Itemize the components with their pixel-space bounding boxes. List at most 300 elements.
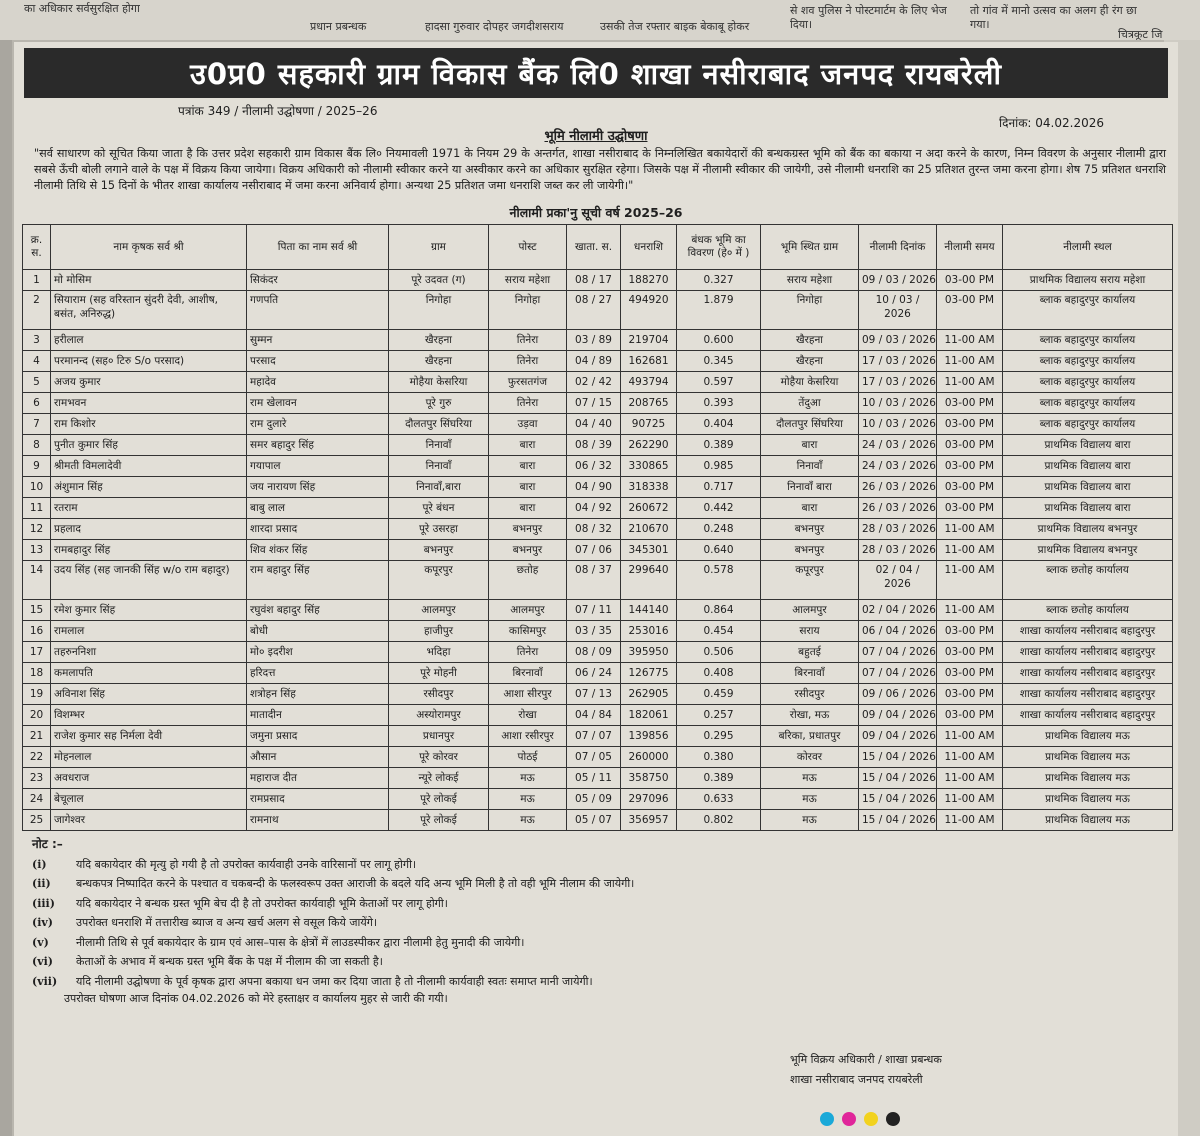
table-cell: शाखा कार्यालय नसीराबाद बहादुरपुर xyxy=(1003,621,1173,642)
table-cell: 03-00 PM xyxy=(937,663,1003,684)
table-cell: 07 / 04 / 2026 xyxy=(859,663,937,684)
note-text: उपरोक्त धनराशि में तत्तारीख ब्याज व अन्य खर्च अलग से वसूल किये जायेंगे। xyxy=(76,916,378,929)
signature-branch: शाखा नसीराबाद जनपद रायबरेली xyxy=(790,1073,923,1086)
table-cell: 13 xyxy=(23,540,51,561)
table-cell: 9 xyxy=(23,456,51,477)
table-cell: 162681 xyxy=(621,351,677,372)
table-cell: प्राथमिक विद्यालय मऊ xyxy=(1003,810,1173,831)
table-cell: 08 / 17 xyxy=(567,270,621,291)
table-cell: जागेश्वर xyxy=(51,810,247,831)
table-cell: परमानन्द (सह० टिरु S/o परसाद) xyxy=(51,351,247,372)
table-cell: प्राथमिक विद्यालय मऊ xyxy=(1003,747,1173,768)
table-cell: रघुवंश बहादुर सिंह xyxy=(247,600,389,621)
notes-list xyxy=(32,855,1178,992)
table-cell: 08 / 09 xyxy=(567,642,621,663)
table-cell: पूरे उदवत (ग) xyxy=(389,270,489,291)
table-cell: हाजीपुर xyxy=(389,621,489,642)
table-cell: 23 xyxy=(23,768,51,789)
table-cell: निगोहा xyxy=(761,291,859,330)
table-row xyxy=(23,621,1173,642)
table-cell: रामप्रसाद xyxy=(247,789,389,810)
table-cell: शाखा कार्यालय नसीराबाद बहादुरपुर xyxy=(1003,705,1173,726)
column-header: नीलामी दिनांक xyxy=(859,225,937,270)
table-cell: 07 / 11 xyxy=(567,600,621,621)
newspaper-fragment: तो गांव में मानो उत्सव का अलग ही रंग छा गया। xyxy=(970,4,1137,31)
notice-date: दिनांक: 04.02.2026 xyxy=(998,116,1104,130)
table-cell: 07 / 15 xyxy=(567,393,621,414)
table-cell: 22 xyxy=(23,747,51,768)
newspaper-fragment: प्रधान प्रबन्धक xyxy=(310,20,367,33)
table-cell: 11-00 AM xyxy=(937,768,1003,789)
note-text: यदि बकायेदार ने बन्धक ग्रस्त भूमि बेच दी है तो उपरोक्त कार्यवाही भूमि केताओं पर लागू होगी। xyxy=(76,896,448,910)
note-item xyxy=(32,855,1178,875)
table-row xyxy=(23,747,1173,768)
table-cell: 03-00 PM xyxy=(937,684,1003,705)
note-text: यदि बकायेदार की मृत्यु हो गयी है तो उपरोक्त कार्यवाही उनके वारिसानों पर लागू होगी। xyxy=(76,857,417,871)
table-header-row xyxy=(23,225,1173,270)
table-cell: खैरहना xyxy=(389,330,489,351)
note-item xyxy=(32,972,1178,992)
table-cell: रामबहादुर सिंह xyxy=(51,540,247,561)
table-cell: खैरहना xyxy=(761,330,859,351)
table-cell: 0.248 xyxy=(677,519,761,540)
table-cell: 0.295 xyxy=(677,726,761,747)
table-cell: औसान xyxy=(247,747,389,768)
table-row xyxy=(23,372,1173,393)
reference-number: पत्रांक 349 / नीलामी उद्घोषणा / 2025–26 xyxy=(178,104,378,118)
table-cell: 03 / 35 xyxy=(567,621,621,642)
table-cell: 11-00 AM xyxy=(937,561,1003,600)
table-cell: 1 xyxy=(23,270,51,291)
table-cell: 0.640 xyxy=(677,540,761,561)
table-cell: राम खेलावन xyxy=(247,393,389,414)
note-text: यदि नीलामी उद्घोषणा के पूर्व कृषक द्वारा अपना बकाया धन जमा कर दिया जाता है तो नीलामी कार्यवाही स्वतः समाप्त मानी जायेगी। xyxy=(76,974,593,988)
notes-section xyxy=(32,835,1178,991)
table-cell: 0.985 xyxy=(677,456,761,477)
table-cell: 08 / 37 xyxy=(567,561,621,600)
table-cell: 17 / 03 / 2026 xyxy=(859,351,937,372)
table-cell: उड़वा xyxy=(489,414,567,435)
table-cell: प्राथमिक विद्यालय बारा xyxy=(1003,498,1173,519)
table-cell: ब्लाक बहादुरपुर कार्यालय xyxy=(1003,372,1173,393)
note-item xyxy=(32,952,1178,972)
table-cell: सियाराम (सह वरिस्तान सुंदरी देवी, आशीष, बसंत, अनिरुद्ध) xyxy=(51,291,247,330)
table-cell: 0.578 xyxy=(677,561,761,600)
table-cell: 09 / 03 / 2026 xyxy=(859,330,937,351)
table-cell: 0.454 xyxy=(677,621,761,642)
table-cell: 0.345 xyxy=(677,351,761,372)
table-cell: 188270 xyxy=(621,270,677,291)
table-cell: 3 xyxy=(23,330,51,351)
table-cell: कपूरपुर xyxy=(761,561,859,600)
notes-heading: नोट :– xyxy=(32,837,63,851)
table-cell: शत्रोहन सिंह xyxy=(247,684,389,705)
table-cell: खैरहना xyxy=(389,351,489,372)
table-cell: मऊ xyxy=(761,768,859,789)
table-cell: प्राथमिक विद्यालय सराय महेशा xyxy=(1003,270,1173,291)
table-cell: 7 xyxy=(23,414,51,435)
table-cell: बारा xyxy=(761,498,859,519)
table-cell: सराय महेशा xyxy=(489,270,567,291)
table-cell: 0.380 xyxy=(677,747,761,768)
table-cell: प्रधानपुर xyxy=(389,726,489,747)
table-cell: दौलतपुर सिंघरिया xyxy=(389,414,489,435)
table-cell: ब्लाक बहादुरपुर कार्यालय xyxy=(1003,351,1173,372)
page-edge-left xyxy=(0,40,12,1136)
table-cell: आशा रसीरपुर xyxy=(489,726,567,747)
table-cell: जमुना प्रसाद xyxy=(247,726,389,747)
table-cell: 08 / 27 xyxy=(567,291,621,330)
table-cell: 0.257 xyxy=(677,705,761,726)
table-row xyxy=(23,726,1173,747)
table-cell: 208765 xyxy=(621,393,677,414)
table-cell: निनावाँ बारा xyxy=(761,477,859,498)
table-cell: 04 / 84 xyxy=(567,705,621,726)
table-cell: प्राथमिक विद्यालय बभनपुर xyxy=(1003,540,1173,561)
table-cell: प्राथमिक विद्यालय बभनपुर xyxy=(1003,519,1173,540)
note-number: (i) xyxy=(32,857,47,871)
table-cell: निनावाँ xyxy=(389,456,489,477)
table-cell: बभनपुर xyxy=(761,519,859,540)
table-cell: आलमपुर xyxy=(489,600,567,621)
table-cell: 11-00 AM xyxy=(937,540,1003,561)
table-row xyxy=(23,414,1173,435)
note-number: (iii) xyxy=(32,896,55,910)
table-cell: 0.389 xyxy=(677,435,761,456)
table-cell: शारदा प्रसाद xyxy=(247,519,389,540)
auction-notice-sheet xyxy=(14,42,1178,1136)
table-cell: रामभवन xyxy=(51,393,247,414)
column-header: नीलामी समय xyxy=(937,225,1003,270)
newspaper-fragment: हादसा गुरुवार दोपहर जगदीशसराय xyxy=(425,20,564,33)
table-cell: 0.393 xyxy=(677,393,761,414)
table-cell: 17 xyxy=(23,642,51,663)
table-row xyxy=(23,477,1173,498)
table-cell: पूरे उसरहा xyxy=(389,519,489,540)
table-row xyxy=(23,789,1173,810)
table-cell: प्राथमिक विद्यालय मऊ xyxy=(1003,726,1173,747)
column-header: ग्राम xyxy=(389,225,489,270)
table-cell: आलमपुर xyxy=(761,600,859,621)
table-cell: बिरनावाँ xyxy=(489,663,567,684)
table-cell: प्राथमिक विद्यालय बारा xyxy=(1003,435,1173,456)
table-cell: 345301 xyxy=(621,540,677,561)
table-cell: बोधी xyxy=(247,621,389,642)
table-cell: तिनेरा xyxy=(489,393,567,414)
table-cell: शाखा कार्यालय नसीराबाद बहादुरपुर xyxy=(1003,642,1173,663)
table-cell: बभनपुर xyxy=(389,540,489,561)
table-cell: 262290 xyxy=(621,435,677,456)
table-row xyxy=(23,498,1173,519)
table-cell: 03-00 PM xyxy=(937,498,1003,519)
table-cell: प्रहलाद xyxy=(51,519,247,540)
table-cell: कपूरपुर xyxy=(389,561,489,600)
table-cell: अंशुमान सिंह xyxy=(51,477,247,498)
note-number: (vii) xyxy=(32,974,58,988)
table-cell: तिनेरा xyxy=(489,642,567,663)
column-header: पोस्ट xyxy=(489,225,567,270)
table-cell: तहरुननिशा xyxy=(51,642,247,663)
note-text: बन्धकपत्र निष्पादित करने के पश्चात व चकबन्दी के फलस्वरूप उक्त आराजी के बदले यदि अन्य भूमि मिली है तो वही भूमि नीलाम की जायेगी। xyxy=(76,877,635,890)
table-cell: बाबु लाल xyxy=(247,498,389,519)
table-cell: 0.864 xyxy=(677,600,761,621)
table-cell: 24 xyxy=(23,789,51,810)
table-cell: ब्लाक बहादुरपुर कार्यालय xyxy=(1003,414,1173,435)
table-cell: 0.408 xyxy=(677,663,761,684)
table-cell: ब्लाक बहादुरपुर कार्यालय xyxy=(1003,330,1173,351)
table-cell: मोहैया केसरिया xyxy=(761,372,859,393)
table-cell: रोखा xyxy=(489,705,567,726)
table-cell: समर बहादुर सिंह xyxy=(247,435,389,456)
table-cell: 03-00 PM xyxy=(937,621,1003,642)
table-row xyxy=(23,810,1173,831)
table-cell: अजय कुमार xyxy=(51,372,247,393)
table-row xyxy=(23,519,1173,540)
table-cell: 10 / 03 / 2026 xyxy=(859,414,937,435)
table-cell: 19 xyxy=(23,684,51,705)
table-cell: 126775 xyxy=(621,663,677,684)
table-cell: 260672 xyxy=(621,498,677,519)
table-cell: 07 / 07 xyxy=(567,726,621,747)
table-cell: 0.404 xyxy=(677,414,761,435)
table-cell: हरीलाल xyxy=(51,330,247,351)
table-cell: 0.597 xyxy=(677,372,761,393)
table-cell: जय नारायण सिंह xyxy=(247,477,389,498)
table-cell: 15 / 04 / 2026 xyxy=(859,768,937,789)
newspaper-fragment: का अधिकार सर्वसुरक्षित होगा xyxy=(24,2,140,15)
table-cell: राम बहादुर सिंह xyxy=(247,561,389,600)
table-cell: ब्लाक बहादुरपुर कार्यालय xyxy=(1003,291,1173,330)
table-cell: 318338 xyxy=(621,477,677,498)
table-cell: 03-00 PM xyxy=(937,435,1003,456)
table-cell: 297096 xyxy=(621,789,677,810)
table-cell: 2 xyxy=(23,291,51,330)
table-cell: 04 / 40 xyxy=(567,414,621,435)
table-cell: बारा xyxy=(489,498,567,519)
table-cell: 26 / 03 / 2026 xyxy=(859,477,937,498)
table-cell: 03-00 PM xyxy=(937,414,1003,435)
table-cell: 03-00 PM xyxy=(937,642,1003,663)
table-cell: 1.879 xyxy=(677,291,761,330)
table-cell: 07 / 05 xyxy=(567,747,621,768)
table-row xyxy=(23,684,1173,705)
column-header: पिता का नाम सर्व श्री xyxy=(247,225,389,270)
table-cell: निनावाँ xyxy=(389,435,489,456)
table-cell: 493794 xyxy=(621,372,677,393)
table-cell: बारा xyxy=(489,477,567,498)
note-text: केताओं के अभाव में बन्धक ग्रस्त भूमि बैंक के पक्ष में नीलाम की जा सकती है। xyxy=(76,955,383,968)
table-cell: मऊ xyxy=(489,789,567,810)
printer-register-marks xyxy=(820,1112,900,1126)
column-header: क्र. स. xyxy=(23,225,51,270)
note-item xyxy=(32,933,1178,953)
table-cell: महादेव xyxy=(247,372,389,393)
table-cell: बभनपुर xyxy=(761,540,859,561)
table-cell: अवधराज xyxy=(51,768,247,789)
table-row xyxy=(23,270,1173,291)
table-cell: अस्योरामपुर xyxy=(389,705,489,726)
table-cell: मोहनलाल xyxy=(51,747,247,768)
table-cell: 15 / 04 / 2026 xyxy=(859,747,937,768)
table-cell: अविनाश सिंह xyxy=(51,684,247,705)
column-header: नीलामी स्थल xyxy=(1003,225,1173,270)
table-cell: 04 / 89 xyxy=(567,351,621,372)
table-cell: 11-00 AM xyxy=(937,789,1003,810)
table-cell: 11-00 AM xyxy=(937,600,1003,621)
table-cell: 0.600 xyxy=(677,330,761,351)
register-dot xyxy=(886,1112,900,1126)
register-dot xyxy=(864,1112,878,1126)
table-cell: निगोहा xyxy=(389,291,489,330)
note-item xyxy=(32,913,1178,933)
table-cell: प्राथमिक विद्यालय बारा xyxy=(1003,477,1173,498)
table-cell: सिकंदर xyxy=(247,270,389,291)
table-cell: तेंदुआ xyxy=(761,393,859,414)
table-cell: 330865 xyxy=(621,456,677,477)
table-cell: 11-00 AM xyxy=(937,810,1003,831)
signature-title: भूमि विक्रय अधिकारी / शाखा प्रबन्धक xyxy=(790,1053,942,1066)
register-dot xyxy=(842,1112,856,1126)
table-cell: छतोह xyxy=(489,561,567,600)
table-cell: 0.389 xyxy=(677,768,761,789)
table-cell: 10 / 03 / 2026 xyxy=(859,291,937,330)
table-cell: 03-00 PM xyxy=(937,270,1003,291)
table-cell: मोहैया केसरिया xyxy=(389,372,489,393)
table-cell: 0.459 xyxy=(677,684,761,705)
table-cell: 6 xyxy=(23,393,51,414)
list-title: नीलामी प्रका'नु सूची वर्ष 2025–26 xyxy=(509,205,683,220)
table-cell: 09 / 03 / 2026 xyxy=(859,270,937,291)
table-cell: 21 xyxy=(23,726,51,747)
table-cell: मातादीन xyxy=(247,705,389,726)
table-cell: 07 / 04 / 2026 xyxy=(859,642,937,663)
newspaper-fragment: से शव पुलिस ने पोस्टमार्टम के लिए भेज दिया। xyxy=(790,4,947,31)
table-cell: रोखा, मऊ xyxy=(761,705,859,726)
note-number: (vi) xyxy=(32,955,53,968)
table-cell: रामलाल xyxy=(51,621,247,642)
note-text: नीलामी तिथि से पूर्व बकायेदार के ग्राम एवं आस–पास के क्षेत्रों में लाउडस्पीकर द्वारा नीलामी हेतु मुनादी की जायेगी। xyxy=(76,935,525,949)
table-row xyxy=(23,351,1173,372)
table-body xyxy=(23,270,1173,831)
table-cell: 144140 xyxy=(621,600,677,621)
table-cell: कासिमपुर xyxy=(489,621,567,642)
signature-block xyxy=(790,1050,942,1090)
table-cell: पूरे मोहनी xyxy=(389,663,489,684)
table-cell: पूरे लोकई xyxy=(389,810,489,831)
notice-title: भूमि नीलामी उद्घोषणा xyxy=(544,129,648,144)
table-cell: 04 / 92 xyxy=(567,498,621,519)
table-cell: 0.506 xyxy=(677,642,761,663)
table-cell: रतराम xyxy=(51,498,247,519)
table-cell: कोरवर xyxy=(761,747,859,768)
table-cell: बहुतई xyxy=(761,642,859,663)
intro-paragraph: "सर्व साधारण को सूचित किया जाता है कि उत्तर प्रदेश सहकारी ग्राम विकास बैंक लि० नियमावली 1971 के नियम 29 के अन्तर्गत, शाखा नसीराबाद के निम्नलिखित बकायेदारों की बन्धकग्रस्त भूमि को बैंक का बकाया न अदा करने के कारण, निम्न विवरण के अनुसार नीलामी द्वारा सबसे ऊँची बोली लगाने वाले के पक्ष में विक्रय किया जायेगा। विक्रय अधिकारी को नीलामी स्वीकार करने या अस्वीकार करने का अधिकार सुरक्षित रहेगा। जिसके पक्ष में नीलामी स्वीकार की जायेगी, उसे नीलामी धनराशि का 25 प्रतिशत तुरन्त जमा करना होगा। शेष 75 प्रतिशत धनराशि नीलामी तिथि से 15 दिनों के भीतर शाखा कार्यालय नसीराबाद में जमा करना अनिवार्य होगा। अन्यथा 25 प्रतिशत जमा धनराशि जब्त कर ली जायेगी।" xyxy=(34,147,1166,192)
table-cell: 20 xyxy=(23,705,51,726)
column-header: खाता. स. xyxy=(567,225,621,270)
newspaper-fragment: चित्रकूट जि xyxy=(1118,28,1163,40)
newspaper-fragment: उसकी तेज रफ्तार बाइक बेकाबू होकर xyxy=(600,20,750,33)
table-cell: 03 / 89 xyxy=(567,330,621,351)
table-cell: बभनपुर xyxy=(489,540,567,561)
table-row xyxy=(23,561,1173,600)
table-cell: 139856 xyxy=(621,726,677,747)
table-row xyxy=(23,663,1173,684)
table-cell: बरिका, प्रधातपुर xyxy=(761,726,859,747)
table-cell: 24 / 03 / 2026 xyxy=(859,456,937,477)
table-cell: 03-00 PM xyxy=(937,393,1003,414)
table-cell: 10 / 03 / 2026 xyxy=(859,393,937,414)
adjacent-newspaper-strip xyxy=(0,0,1200,40)
table-cell: 182061 xyxy=(621,705,677,726)
table-cell: सुम्मन xyxy=(247,330,389,351)
table-cell: 08 / 39 xyxy=(567,435,621,456)
column-header: भूमि स्थित ग्राम xyxy=(761,225,859,270)
table-cell: 25 xyxy=(23,810,51,831)
table-cell: शाखा कार्यालय नसीराबाद बहादुरपुर xyxy=(1003,684,1173,705)
bank-title: उ0प्र0 सहकारी ग्राम विकास बैंक लि0 शाखा नसीराबाद जनपद रायबरेली xyxy=(24,48,1168,98)
table-cell: बारा xyxy=(489,456,567,477)
table-cell: 02 / 04 / 2026 xyxy=(859,561,937,600)
table-cell: पूरे गुरु xyxy=(389,393,489,414)
note-number: (iv) xyxy=(32,916,53,929)
table-cell: 0.442 xyxy=(677,498,761,519)
table-cell: 11-00 AM xyxy=(937,330,1003,351)
table-cell: 0.327 xyxy=(677,270,761,291)
table-cell: 11-00 AM xyxy=(937,726,1003,747)
table-cell: 09 / 06 / 2026 xyxy=(859,684,937,705)
table-cell: 358750 xyxy=(621,768,677,789)
table-cell: 210670 xyxy=(621,519,677,540)
table-cell: 03-00 PM xyxy=(937,291,1003,330)
table-cell: 09 / 04 / 2026 xyxy=(859,705,937,726)
table-cell: 262905 xyxy=(621,684,677,705)
table-cell: राम दुलारे xyxy=(247,414,389,435)
table-cell: प्राथमिक विद्यालय मऊ xyxy=(1003,789,1173,810)
table-cell: 02 / 04 / 2026 xyxy=(859,600,937,621)
table-cell: 11-00 AM xyxy=(937,351,1003,372)
table-cell: बारा xyxy=(489,435,567,456)
table-row xyxy=(23,768,1173,789)
table-row xyxy=(23,393,1173,414)
table-cell: 219704 xyxy=(621,330,677,351)
table-row xyxy=(23,435,1173,456)
table-cell: निनावाँ,बारा xyxy=(389,477,489,498)
table-cell: खैरहना xyxy=(761,351,859,372)
reference-row xyxy=(28,102,1164,130)
table-cell: बेचूलाल xyxy=(51,789,247,810)
table-cell: 11-00 AM xyxy=(937,747,1003,768)
table-cell: 4 xyxy=(23,351,51,372)
table-cell: हरिदत्त xyxy=(247,663,389,684)
table-cell: निनावाँ xyxy=(761,456,859,477)
table-cell: महाराज दीत xyxy=(247,768,389,789)
table-cell: 90725 xyxy=(621,414,677,435)
table-cell: 28 / 03 / 2026 xyxy=(859,519,937,540)
column-header: धनराशि xyxy=(621,225,677,270)
table-cell: रमेश कुमार सिंह xyxy=(51,600,247,621)
table-cell: 15 xyxy=(23,600,51,621)
table-cell: 356957 xyxy=(621,810,677,831)
table-cell: 07 / 13 xyxy=(567,684,621,705)
table-cell: 299640 xyxy=(621,561,677,600)
table-cell: 10 xyxy=(23,477,51,498)
table-cell: 05 / 07 xyxy=(567,810,621,831)
table-cell: विशम्भर xyxy=(51,705,247,726)
auction-table xyxy=(22,224,1173,831)
table-row xyxy=(23,456,1173,477)
table-cell: 0.717 xyxy=(677,477,761,498)
note-number: (ii) xyxy=(32,877,51,890)
